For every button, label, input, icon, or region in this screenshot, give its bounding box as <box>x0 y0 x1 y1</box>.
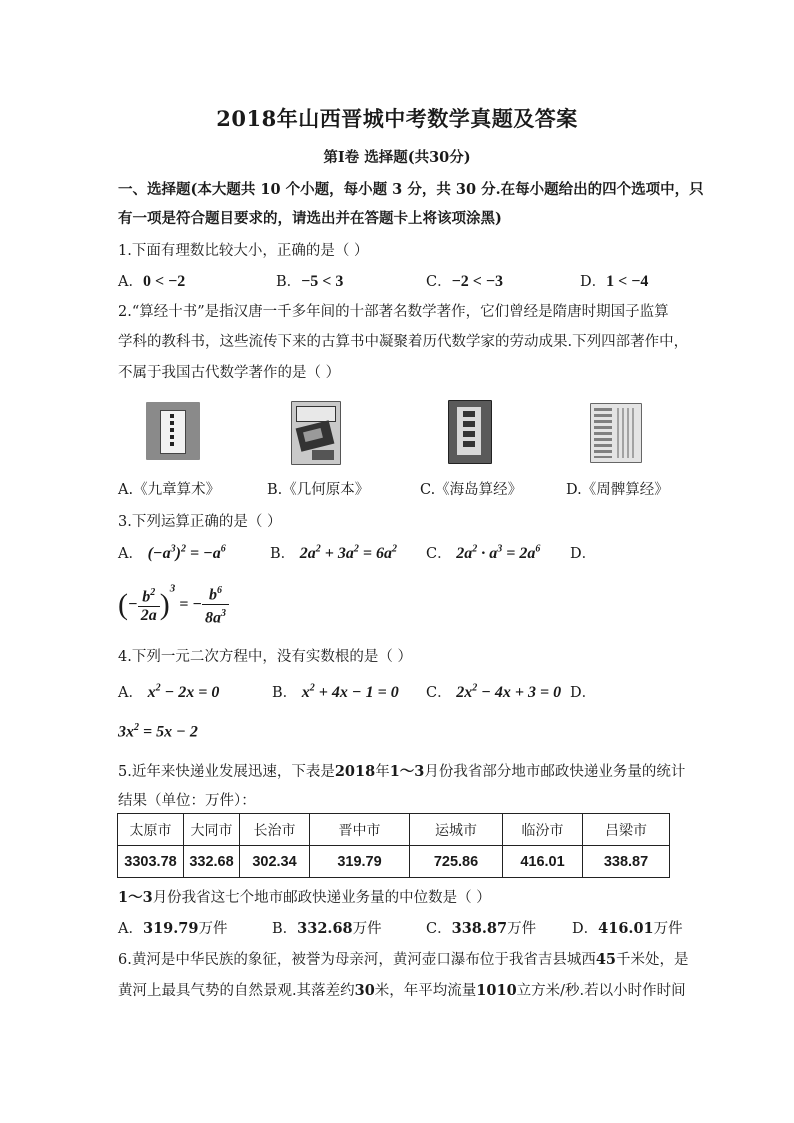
table-cell: 332.68 <box>184 846 240 878</box>
q4-option-d-expression: $3x^2 = 5x - 2$ <box>118 722 198 741</box>
question-4-stem: 4.下列一元二次方程中，没有实数根的是（ ） <box>118 649 412 665</box>
table-header-cell: 长治市 <box>240 814 310 846</box>
q5-option-d: D．416.01万件 <box>572 920 683 937</box>
table-header-row <box>118 814 670 846</box>
question-5-question: 1～3月份我省这七个地市邮政快递业务量的中位数是（ ） <box>118 889 491 906</box>
q3-option-d-expression: (− $\frac{b^2}{2a}$ )$^3$ = − $\frac{b^6}{8a^3}$ <box>118 582 229 628</box>
question-6-line2: 黄河上最具气势的自然景观.其落差约30米，年平均流量1010立方米/秒.若以小时作时间 <box>118 982 686 999</box>
question-1-stem: 1.下面有理数比较大小，正确的是（ ） <box>118 243 369 259</box>
book-cover-zhoubi <box>590 403 642 463</box>
book-cover-jihe <box>291 401 341 465</box>
table-cell: 3303.78 <box>118 846 184 878</box>
page-title: 2018年山西晋城中考数学真题及答案 <box>216 106 578 131</box>
q5-option-b: B．332.68万件 <box>272 920 382 937</box>
q1-option-a: A．0 < −2 <box>118 273 186 290</box>
table-header-cell: 太原市 <box>118 814 184 846</box>
book-cover-jiuzhang <box>146 402 200 460</box>
q4-option-b: B． $x^2 + 4x - 1 = 0$ <box>272 682 399 701</box>
table-header-cell: 大同市 <box>184 814 240 846</box>
q5-option-c: C．338.87万件 <box>426 920 537 937</box>
book-cover-haidao <box>448 400 492 464</box>
question-3-stem: 3.下列运算正确的是（ ） <box>118 514 282 530</box>
q1-option-d: D．1 < −4 <box>580 273 649 290</box>
q1-option-c: C．−2 < −3 <box>426 273 503 290</box>
table-cell: 319.79 <box>310 846 410 878</box>
q3-option-d-letter: D． <box>570 546 597 562</box>
table-cell: 416.01 <box>503 846 583 878</box>
table-row <box>118 846 670 878</box>
q3-option-a: A． $(-a^3)^2 = -a^6$ <box>118 543 226 562</box>
q1-option-b: B．−5 < 3 <box>276 273 344 290</box>
table-cell: 302.34 <box>240 846 310 878</box>
question-5-line2: 结果（单位：万件）： <box>118 793 256 809</box>
q4-option-c: C． $2x^2 - 4x + 3 = 0$ <box>426 682 562 701</box>
table-header-cell: 临汾市 <box>503 814 583 846</box>
q5-option-a: A．319.79万件 <box>118 920 228 937</box>
q3-option-c: C． $2a^2 \cdot a^3 = 2a^6$ <box>426 543 541 562</box>
section-subtitle: 第Ⅰ卷 选择题(共30分) <box>323 149 471 166</box>
courier-volume-table <box>117 813 670 878</box>
question-2-line3: 不属于我国古代数学著作的是（ ） <box>118 365 341 381</box>
q2-option-c-label: C.《海岛算经》 <box>420 482 523 498</box>
q4-option-d-letter: D． <box>570 685 597 701</box>
section-instructions-line2: 有一项是符合题目要求的，请选出并在答题卡上将该项涂黑) <box>118 210 502 227</box>
question-6-line1: 6.黄河是中华民族的象征，被誉为母亲河，黄河壶口瀑布位于我省吉县城西45千米处，是 <box>118 951 689 968</box>
table-header-cell: 吕梁市 <box>583 814 670 846</box>
table-header-cell: 晋中市 <box>310 814 410 846</box>
question-2-line1: 2.“算经十书”是指汉唐一千多年间的十部著名数学著作，它们曾经是隋唐时期国子监算 <box>118 304 669 320</box>
q2-option-a-label: A.《九章算术》 <box>118 482 221 498</box>
table-cell: 338.87 <box>583 846 670 878</box>
table-header-cell: 运城市 <box>410 814 503 846</box>
q2-option-b-label: B.《几何原本》 <box>267 482 370 498</box>
question-2-line2: 学科的教科书，这些流传下来的古算书中凝聚着历代数学家的劳动成果.下列四部著作中， <box>118 334 689 350</box>
q4-option-a: A． $x^2 - 2x = 0$ <box>118 682 220 701</box>
section-instructions-line1: 一、选择题(本大题共 10 个小题，每小题 3 分，共 30 分.在每小题给出的四个选项中，只 <box>118 181 704 198</box>
table-cell: 725.86 <box>410 846 503 878</box>
q3-option-b: B． $2a^2 + 3a^2 = 6a^2$ <box>270 543 398 562</box>
question-5-line1: 5.近年来快递业发展迅速，下表是2018年1～3月份我省部分地市邮政快递业务量的统计 <box>118 763 686 780</box>
q2-option-d-label: D.《周髀算经》 <box>566 482 669 498</box>
